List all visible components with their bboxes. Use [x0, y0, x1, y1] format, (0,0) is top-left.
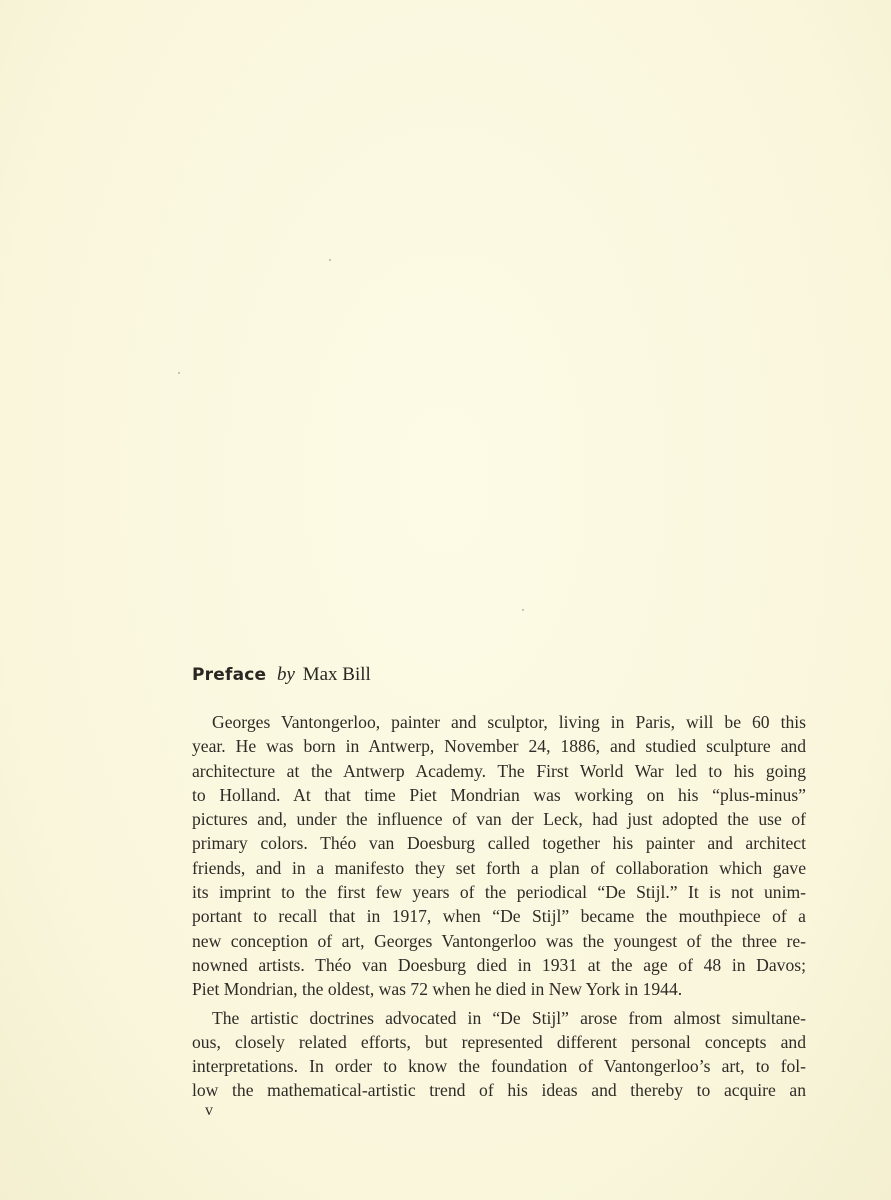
- paragraph-1: [192, 710, 806, 1002]
- text-line: Georges Vantongerloo, painter and sculptor, living in Paris, will be 60 this: [212, 712, 806, 732]
- text-line: friends, and in a manifesto they set forth a plan of collaboration which gave: [192, 857, 806, 878]
- text-line: year. He was born in Antwerp, November 24, 1886, and studied sculpture and: [192, 736, 806, 757]
- section-heading: [192, 664, 371, 686]
- body-text: [192, 710, 806, 1103]
- text-line: nowned artists. Théo van Doesburg died in 1931 at the age of 48 in Davos;: [192, 954, 806, 975]
- heading-author: Max Bill: [302, 664, 371, 685]
- heading-by: by: [277, 664, 295, 685]
- text-line: new conception of art, Georges Vantongerloo was the youngest of the three re-: [192, 930, 806, 951]
- text-line: ous, closely related efforts, but represented different personal concepts and: [192, 1031, 806, 1052]
- text-line: architecture at the Antwerp Academy. The First World War led to his going: [192, 760, 806, 781]
- text-line: portant to recall that in 1917, when “De Stijl” became the mouthpiece of a: [192, 906, 806, 927]
- text-line: low the mathematical-artistic trend of his ideas and thereby to acquire an: [192, 1080, 806, 1101]
- text-line: to Holland. At that time Piet Mondrian was working on his “plus-minus”: [192, 784, 806, 805]
- heading-title: Preface: [192, 665, 267, 685]
- text-line: primary colors. Théo van Doesburg called together his painter and architect: [192, 833, 806, 854]
- text-line: interpretations. In order to know the foundation of Vantongerloo’s art, to fol-: [192, 1056, 806, 1077]
- paragraph-2: [192, 1006, 806, 1103]
- text-line: pictures and, under the influence of van der Leck, had just adopted the use of: [192, 809, 806, 830]
- text-line: Piet Mondrian, the oldest, was 72 when he died in New York in 1944.: [192, 979, 683, 1000]
- paper-speck: [329, 259, 331, 261]
- text-line: The artistic doctrines advocated in “De Stijl” arose from almost simultane-: [212, 1007, 806, 1028]
- paper-speck: [522, 609, 524, 611]
- text-line: its imprint to the first few years of the periodical “De Stijl.” It is not unim-: [192, 882, 806, 903]
- page-number: v: [205, 1102, 213, 1119]
- paper-speck: [178, 372, 180, 374]
